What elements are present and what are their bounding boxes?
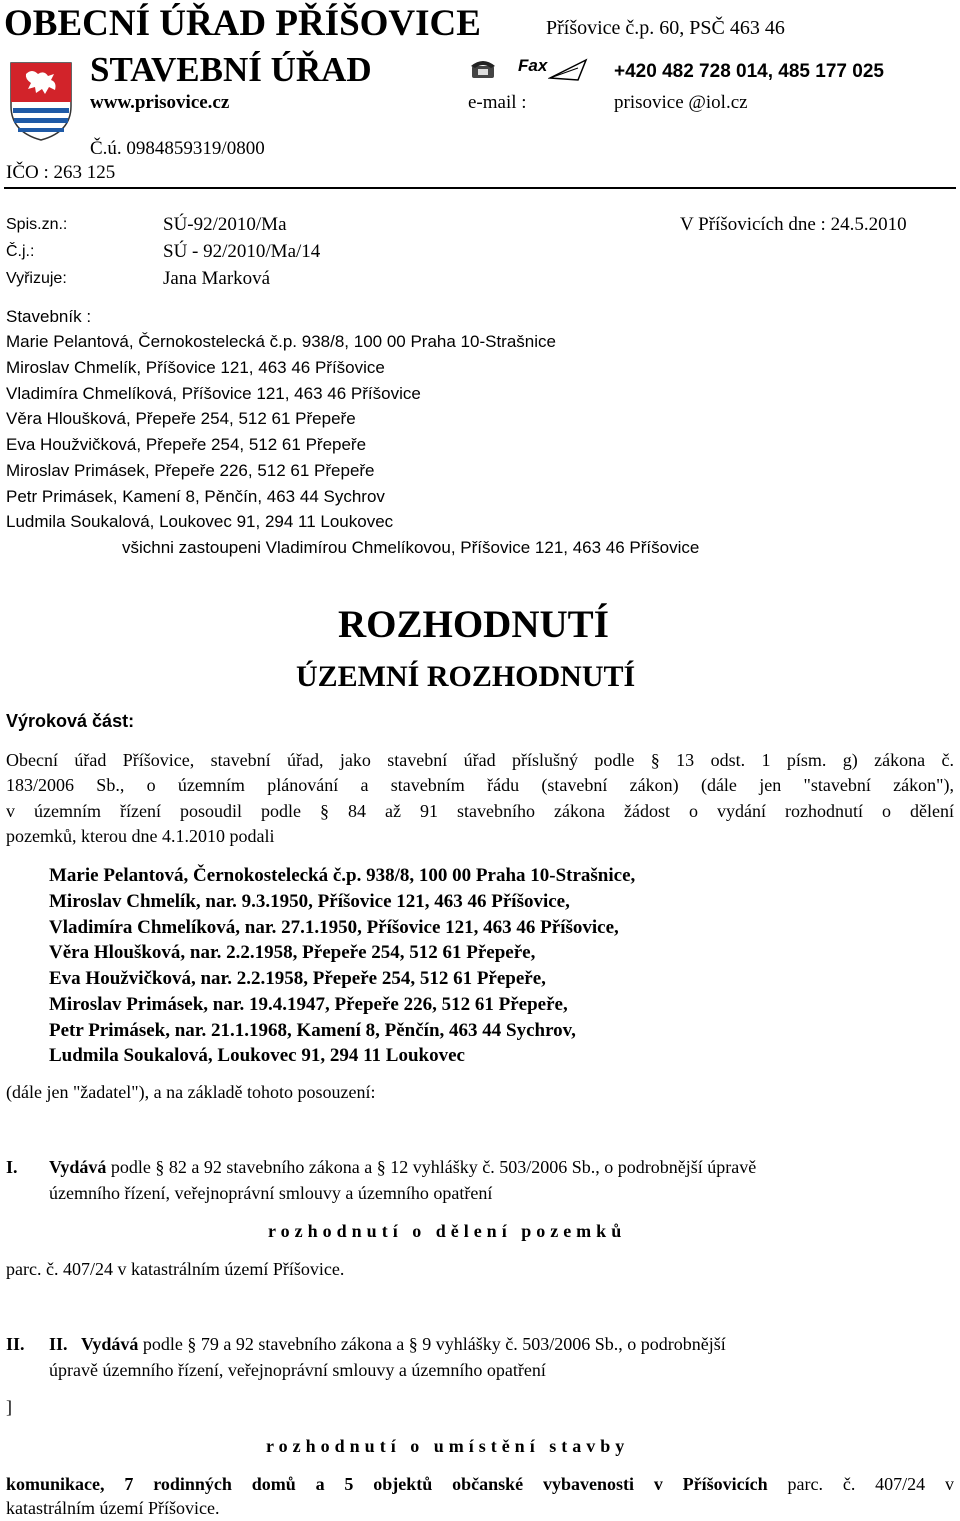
section-2-number: II. (6, 1334, 25, 1354)
section-1-line1 (49, 1157, 756, 1178)
bank-account: Č.ú. 0984859319/0800 (90, 138, 265, 159)
spis-value: SÚ-92/2010/Ma (163, 214, 287, 235)
website-link[interactable]: www.prisovice.cz (90, 92, 230, 113)
cj-value: SÚ - 92/2010/Ma/14 (163, 241, 321, 262)
cj-label: Č.j.: (6, 243, 35, 260)
vyrizuje-label: Vyřizuje: (6, 270, 67, 287)
section-2-line2: úpravě územního řízení, veřejnoprávní smlouvy a územního opatření (49, 1360, 546, 1380)
applicant-line: Věra Hloušková, nar. 2.2.1958, Přepeře 254, 512 61 Přepeře, (49, 942, 536, 963)
section-2-line1-rest: podle § 79 a 92 stavebního zákona a § 9 vyhlášky č. 503/2006 Sb., o podrobnější (138, 1334, 726, 1354)
fax-label: Fax (518, 56, 548, 75)
section-1-line2: územního řízení, veřejnoprávní smlouvy a územního opatření (49, 1183, 493, 1203)
section-2-line1 (49, 1334, 726, 1355)
section-1-verb: Vydává (49, 1157, 107, 1177)
vyrokova-label: Výroková část: (6, 711, 135, 731)
spis-label: Spis.zn.: (6, 216, 68, 233)
decision-title: ROZHODNUTÍ (338, 603, 609, 646)
header-divider (4, 187, 956, 189)
phone-icon (470, 58, 496, 80)
section-1-number: I. (6, 1157, 18, 1177)
stavebnik-representation: všichni zastoupeni Vladimírou Chmelíkovou, Příšovice 121, 463 46 Příšovice (122, 538, 700, 557)
intro-line: Obecní úřad Příšovice, stavební úřad, jako stavební úřad příslušný podle § 13 odst. 1 písm. g) zákona č. (6, 750, 954, 770)
office-address: Příšovice č.p. 60, PSČ 463 46 (546, 17, 785, 39)
stavebnik-line: Vladimíra Chmelíková, Příšovice 121, 463 46 Příšovice (6, 384, 421, 403)
section-2-object-rest: parc. č. 407/24 v (767, 1474, 955, 1494)
stavebnik-line: Ludmila Soukalová, Loukovec 91, 294 11 Loukovec (6, 512, 394, 531)
applicant-line: Miroslav Chmelík, nar. 9.3.1950, Příšovice 121, 463 46 Příšovice, (49, 891, 570, 912)
section-2-number-inner: II. (49, 1334, 68, 1354)
fax-icon (548, 58, 590, 82)
stavebnik-line: Eva Houžvičková, Přepeře 254, 512 61 Přepeře (6, 435, 367, 454)
section-2-bracket: ] (6, 1397, 12, 1417)
applicant-line: Petr Primásek, nar. 21.1.1968, Kamení 8, Pěnčín, 463 44 Sychrov, (49, 1020, 576, 1041)
applicant-line: Eva Houžvičková, nar. 2.2.1958, Přepeře 254, 512 61 Přepeře, (49, 968, 546, 989)
stavebnik-line: Miroslav Primásek, Přepeře 226, 512 61 Přepeře (6, 461, 375, 480)
applicant-line: Marie Pelantová, Černokostelecká č.p. 938/8, 100 00 Praha 10-Strašnice, (49, 865, 636, 886)
vyrizuje-value: Jana Marková (163, 268, 271, 289)
dale-jen-zadatel: (dále jen "žadatel"), a na základě tohoto posouzení: (6, 1082, 376, 1102)
office-title: OBECNÍ ÚŘAD PŘÍŠOVICE (4, 3, 481, 44)
intro-line: v územním řízení posoudil podle § 84 až 91 stavebního zákona žádost o vydání rozhodnutí o dělení (6, 801, 954, 821)
ico-number: IČO : 263 125 (6, 162, 116, 183)
phone-numbers: +420 482 728 014, 485 177 025 (614, 61, 884, 82)
section-2-object: komunikace, 7 rodinných domů a 5 objektů občanské vybavenosti v Příšovicích (6, 1474, 768, 1494)
stavebnik-line: Miroslav Chmelík, Příšovice 121, 463 46 Příšovice (6, 358, 385, 377)
email-link[interactable]: prisovice @iol.cz (614, 92, 748, 113)
intro-line: 183/2006 Sb., o územním plánování a stavebním řádu (stavební zákon) (dále jen "stavební zákon"), (6, 775, 954, 795)
applicant-line: Vladimíra Chmelíková, nar. 27.1.1950, Příšovice 121, 463 46 Příšovice, (49, 917, 619, 938)
stavebnik-label: Stavebník : (6, 307, 92, 326)
stavebnik-line: Marie Pelantová, Černokostelecká č.p. 938/8, 100 00 Praha 10-Strašnice (6, 332, 556, 351)
section-1-line1-rest: podle § 82 a 92 stavebního zákona a § 12 vyhlášky č. 503/2006 Sb., o podrobnější úpravě (106, 1157, 757, 1177)
section-2-object-line (6, 1474, 954, 1495)
coat-of-arms-logo (8, 60, 74, 142)
section-1-parcel: parc. č. 407/24 v katastrálním území Příšovice. (6, 1259, 345, 1279)
stavebnik-line: Petr Primásek, Kamení 8, Pěnčín, 463 44 Sychrov (6, 487, 385, 506)
decision-subtitle: ÚZEMNÍ ROZHODNUTÍ (296, 660, 636, 693)
dept-title: STAVEBNÍ ÚŘAD (90, 50, 372, 89)
stavebnik-line: Věra Hloušková, Přepeře 254, 512 61 Přepeře (6, 409, 356, 428)
applicant-line: Miroslav Primásek, nar. 19.4.1947, Přepeře 226, 512 61 Přepeře, (49, 994, 568, 1015)
email-label: e-mail : (468, 92, 527, 113)
document-date: V Příšovicích dne : 24.5.2010 (680, 214, 907, 235)
section-2-verb: Vydává (81, 1334, 139, 1354)
section-1-heading: rozhodnutí o dělení pozemků (268, 1221, 627, 1241)
intro-line: pozemků, kterou dne 4.1.2010 podali (6, 826, 275, 846)
applicant-line: Ludmila Soukalová, Loukovec 91, 294 11 Loukovec (49, 1045, 465, 1066)
section-2-last-line: katastrálním území Příšovice. (6, 1498, 220, 1518)
section-2-heading: rozhodnutí o umístění stavby (266, 1436, 630, 1456)
